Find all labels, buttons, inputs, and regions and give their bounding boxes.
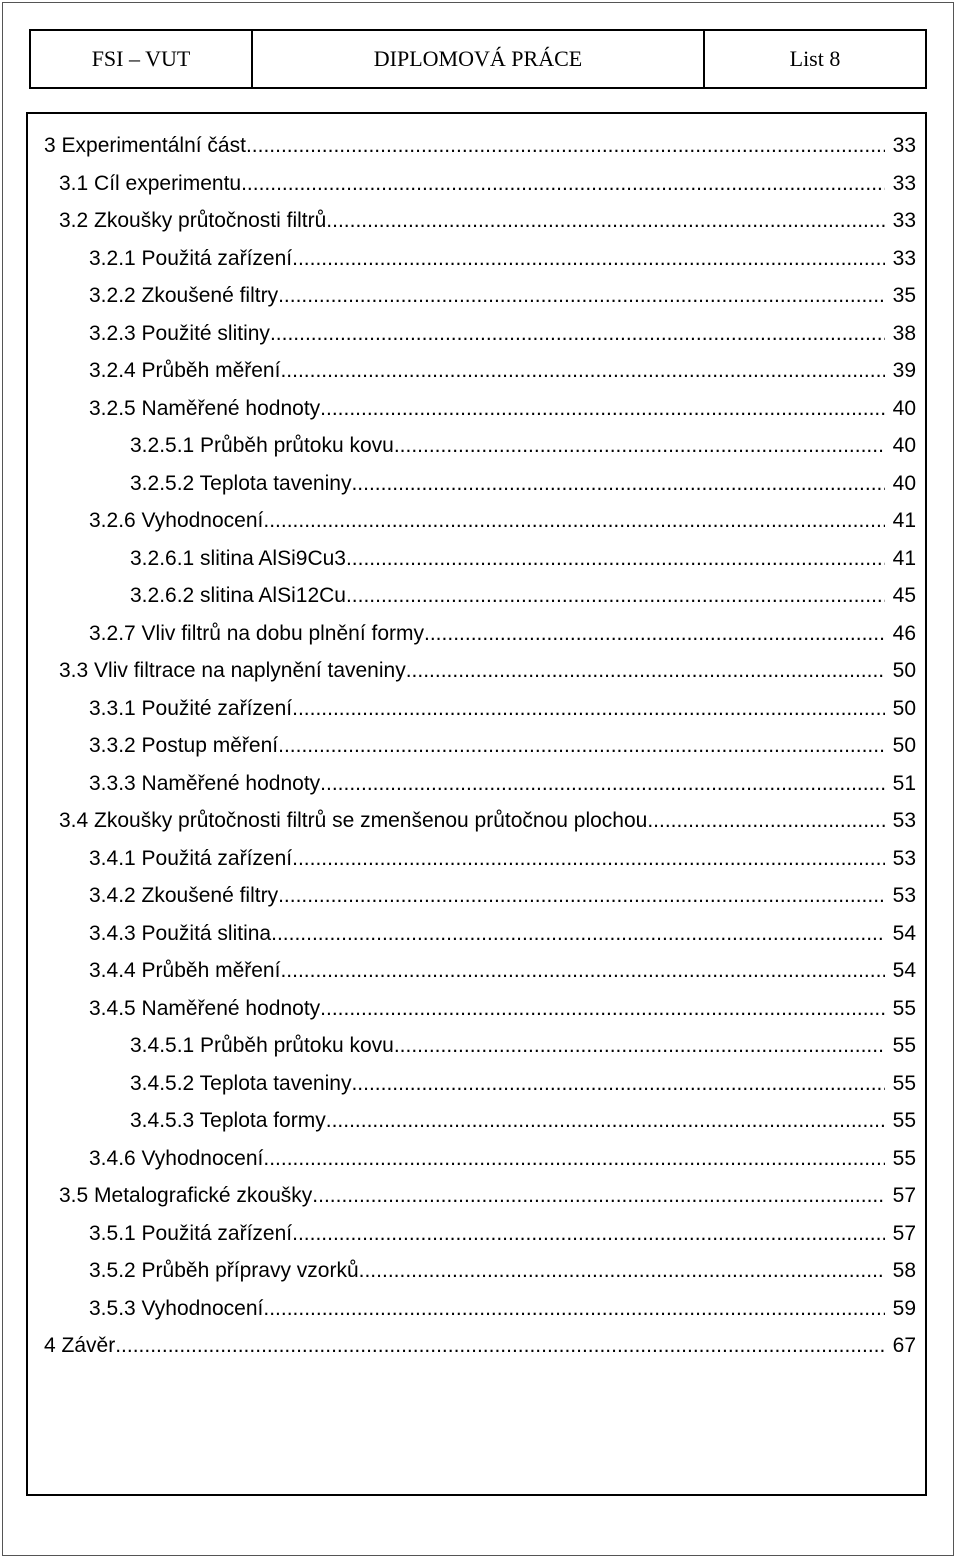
toc-dot-leader — [326, 1109, 885, 1133]
toc-entry-title: 3.3.2 Postup měření — [89, 734, 279, 757]
toc-entry-title: 3.4.1 Použitá zařízení — [89, 846, 293, 870]
toc-dot-leader — [351, 1072, 885, 1096]
toc-entry-page: 41 — [892, 546, 916, 570]
toc-entry[interactable] — [44, 172, 916, 210]
toc-entry[interactable] — [44, 134, 916, 172]
toc-entry-page: 50 — [892, 696, 916, 720]
toc-entry-page: 33 — [892, 134, 916, 157]
toc-dot-leader — [278, 734, 885, 758]
content-frame — [26, 112, 927, 1496]
toc-entry-page: 67 — [892, 1334, 916, 1357]
toc-entry-page: 53 — [892, 809, 916, 832]
toc-entry-title: 3.5.1 Použitá zařízení — [89, 1221, 293, 1245]
toc-entry[interactable] — [44, 509, 916, 547]
toc-entry-page: 53 — [892, 884, 916, 907]
toc-entry-title: 3.2.5.2 Teplota taveniny — [130, 471, 352, 495]
toc-entry-title: 4 Závěr — [44, 1334, 116, 1357]
toc-entry-page: 33 — [892, 171, 916, 195]
toc-entry[interactable] — [44, 209, 916, 247]
toc-entry-title: 3.4.6 Vyhodnocení — [89, 1146, 264, 1170]
toc-entry-title: 3.2.7 Vliv filtrů na dobu plnění formy — [89, 621, 425, 645]
toc-entry[interactable] — [44, 1109, 916, 1147]
toc-entry-page: 51 — [892, 771, 916, 795]
toc-entry-page: 55 — [892, 996, 916, 1020]
toc-dot-leader — [263, 1297, 885, 1321]
toc-dot-leader — [270, 322, 885, 346]
toc-entry[interactable] — [44, 734, 916, 772]
toc-entry-title: 3.2.5.1 Průběh průtoku kovu — [130, 434, 394, 457]
toc-entry-page: 45 — [892, 584, 916, 607]
toc-dot-leader — [292, 1222, 885, 1246]
toc-dot-leader — [359, 1259, 885, 1283]
toc-entry-page: 46 — [892, 621, 916, 645]
toc-entry-title: 3.2.6 Vyhodnocení — [89, 509, 264, 532]
toc-entry[interactable] — [44, 1297, 916, 1335]
toc-entry-page: 33 — [892, 209, 916, 232]
toc-entry[interactable] — [44, 1034, 916, 1072]
toc-entry[interactable] — [44, 697, 916, 735]
toc-entry[interactable] — [44, 659, 916, 697]
toc-entry-title: 3.5.3 Vyhodnocení — [89, 1296, 264, 1320]
toc-entry-title: 3.3 Vliv filtrace na naplynění taveniny — [59, 659, 406, 682]
toc-dot-leader — [320, 397, 885, 421]
toc-entry-page: 54 — [892, 921, 916, 945]
toc-entry-title: 3.4.5.2 Teplota taveniny — [130, 1071, 352, 1095]
toc-dot-leader — [278, 284, 885, 308]
page-header — [29, 29, 927, 89]
toc-dot-leader — [271, 922, 885, 946]
toc-entry[interactable] — [44, 1184, 916, 1222]
toc-dot-leader — [320, 997, 885, 1021]
toc-entry-title: 3.5 Metalografické zkoušky — [59, 1184, 313, 1207]
toc-dot-leader — [278, 884, 885, 908]
toc-entry[interactable] — [44, 1072, 916, 1110]
toc-entry-page: 58 — [892, 1259, 916, 1282]
toc-entry-title: 3.2.5 Naměřené hodnoty — [89, 396, 321, 420]
toc-dot-leader — [263, 509, 885, 533]
toc-entry-title: 3.2 Zkoušky průtočnosti filtrů — [59, 209, 327, 232]
toc-entry-title: 3.2.6.2 slitina AlSi12Cu — [130, 584, 346, 607]
toc-entry[interactable] — [44, 284, 916, 322]
toc-entry[interactable] — [44, 434, 916, 472]
toc-dot-leader — [394, 434, 885, 458]
toc-entry[interactable] — [44, 772, 916, 810]
toc-entry[interactable] — [44, 247, 916, 285]
toc-entry-title: 3.2.3 Použité slitiny — [89, 321, 270, 345]
toc-entry[interactable] — [44, 622, 916, 660]
toc-entry[interactable] — [44, 547, 916, 585]
toc-entry-page: 57 — [892, 1221, 916, 1245]
toc-dot-leader — [115, 1334, 885, 1358]
header-document-type: DIPLOMOVÁ PRÁCE — [253, 31, 705, 87]
toc-entry-page: 50 — [892, 659, 916, 682]
toc-dot-leader — [346, 584, 885, 608]
toc-entry-page: 55 — [892, 1071, 916, 1095]
toc-entry-page: 38 — [892, 321, 916, 345]
toc-entry-title: 3.2.1 Použitá zařízení — [89, 246, 293, 270]
toc-entry-title: 3.5.2 Průběh přípravy vzorků — [89, 1259, 359, 1282]
toc-entry-page: 40 — [892, 434, 916, 457]
toc-entry-title: 3.4.3 Použitá slitina — [89, 921, 272, 945]
toc-dot-leader — [351, 472, 885, 496]
toc-entry[interactable] — [44, 1222, 916, 1260]
toc-entry-title: 3.3.1 Použité zařízení — [89, 696, 293, 720]
toc-entry-page: 55 — [892, 1109, 916, 1132]
toc-entry[interactable] — [44, 322, 916, 360]
toc-entry-page: 40 — [892, 396, 916, 420]
toc-dot-leader — [326, 209, 885, 233]
toc-entry[interactable] — [44, 922, 916, 960]
toc-entry-page: 57 — [892, 1184, 916, 1207]
toc-dot-leader — [647, 809, 885, 833]
toc-entry[interactable] — [44, 397, 916, 435]
toc-dot-leader — [320, 772, 885, 796]
toc-entry-title: 3 Experimentální část — [44, 134, 246, 157]
toc-dot-leader — [280, 959, 885, 983]
toc-entry-page: 55 — [892, 1034, 916, 1057]
toc-entry-page: 33 — [892, 246, 916, 270]
toc-entry-title: 3.2.2 Zkoušené filtry — [89, 284, 279, 307]
toc-entry-page: 40 — [892, 471, 916, 495]
toc-entry[interactable] — [44, 1259, 916, 1297]
toc-entry-title: 3.4.2 Zkoušené filtry — [89, 884, 279, 907]
toc-entry-page: 54 — [892, 959, 916, 982]
header-faculty: FSI – VUT — [31, 31, 253, 87]
toc-dot-leader — [424, 622, 885, 646]
toc-entry-page: 39 — [892, 359, 916, 382]
toc-dot-leader — [292, 697, 885, 721]
toc-entry[interactable] — [44, 472, 916, 510]
toc-dot-leader — [346, 547, 885, 571]
toc-entry-title: 3.4.4 Průběh měření — [89, 959, 281, 982]
toc-entry[interactable] — [44, 1334, 916, 1372]
toc-dot-leader — [394, 1034, 885, 1058]
toc-entry-page: 50 — [892, 734, 916, 757]
header-sheet-number: List 8 — [789, 46, 841, 71]
toc-entry-title: 3.4 Zkoušky průtočnosti filtrů se zmenšenou průtočnou plochou — [59, 809, 648, 832]
toc-entry[interactable] — [44, 359, 916, 397]
toc-entry-page: 35 — [892, 284, 916, 307]
toc-entry[interactable] — [44, 959, 916, 997]
toc-dot-leader — [246, 134, 885, 158]
toc-entry[interactable] — [44, 809, 916, 847]
toc-dot-leader — [312, 1184, 885, 1208]
table-of-contents — [44, 134, 916, 1372]
toc-entry-title: 3.4.5 Naměřené hodnoty — [89, 996, 321, 1020]
toc-entry[interactable] — [44, 884, 916, 922]
toc-entry-title: 3.2.6.1 slitina AlSi9Cu3 — [130, 546, 346, 570]
toc-dot-leader — [406, 659, 885, 683]
toc-entry-title: 3.4.5.1 Průběh průtoku kovu — [130, 1034, 394, 1057]
toc-entry-page: 55 — [892, 1146, 916, 1170]
toc-entry-page: 59 — [892, 1296, 916, 1320]
toc-dot-leader — [280, 359, 885, 383]
toc-dot-leader — [263, 1147, 885, 1171]
toc-entry-title: 3.3.3 Naměřené hodnoty — [89, 771, 321, 795]
toc-entry[interactable] — [44, 847, 916, 885]
toc-entry-page: 53 — [892, 846, 916, 870]
toc-dot-leader — [241, 172, 885, 196]
toc-entry-title: 3.1 Cíl experimentu — [59, 171, 242, 195]
toc-entry[interactable] — [44, 584, 916, 622]
toc-entry-page: 41 — [892, 509, 916, 532]
toc-entry[interactable] — [44, 997, 916, 1035]
toc-entry-title: 3.2.4 Průběh měření — [89, 359, 281, 382]
toc-dot-leader — [292, 847, 885, 871]
toc-entry-title: 3.4.5.3 Teplota formy — [130, 1109, 326, 1132]
toc-dot-leader — [292, 247, 885, 271]
toc-entry[interactable] — [44, 1147, 916, 1185]
